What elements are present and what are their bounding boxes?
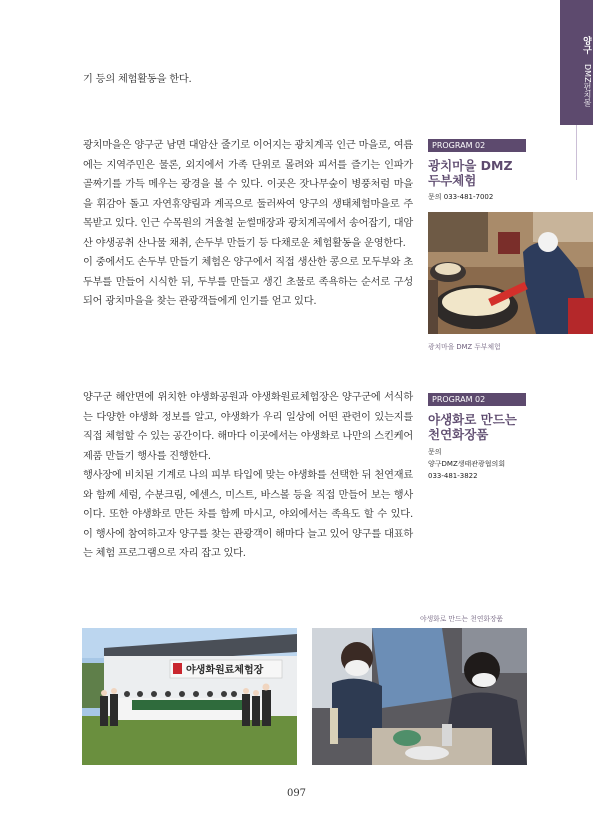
page-number: 097 <box>286 788 307 799</box>
section1-paragraph-2: 이 중에서도 손두부 만들기 체험은 양구에서 직접 생산한 콩으로 모두부와 초두부를 만들어 시식한 뒤, 두부를 만들고 생긴 초물로 족욕하는 순서로 구성되어 광치마을을 찾는 관광객들에게 인기를 얻고 있다. <box>83 257 413 307</box>
section1-photo-caption: 광치마을 DMZ 두부체험 <box>428 343 501 351</box>
section2-contact-phone: 033-481-3822 <box>428 472 478 480</box>
side-tab-region: 양구 <box>581 36 591 54</box>
wildflower-center-group-photo <box>82 628 297 765</box>
section2-contact <box>428 446 538 482</box>
intro-line: 기 등의 체험활동을 한다. <box>83 74 192 85</box>
side-tab <box>560 0 593 125</box>
section1-paragraph-1: 광치마을은 양구군 남면 대암산 줄기로 이어지는 광치계곡 인근 마을로, 여름에는 지역주민은 물론, 외지에서 가족 단위로 몰려와 피서를 즐기는 인파가 골짜기를 가득 메우는 광경을 볼 수 있다. 이곳은 잣나무숲이 병풍처럼 마을을 휘감아 돌고 자연휴양림과 계곡으로 둘러싸여 양구의 생태체험마을로 주목받고 있다. 인근 수목원의 겨울철 눈썰매장과 광치계곡에서 송어잡기, 대암산 야생공취 산나물 채취, 손두부 만들기 등 다채로운 체험활동을 운영한다. <box>83 140 413 249</box>
section2-photo-caption: 야생화로 만드는 천연화장품 <box>420 615 504 623</box>
section1-program-title-line2: 두부체험 <box>428 173 477 188</box>
section1-contact: 문의 033-481-7002 <box>428 193 494 201</box>
section2-paragraph-1: 양구군 해안면에 위치한 야생화공원과 야생화원료체험장은 양구군에 서식하는 다양한 야생화 정보를 알고, 야생화가 우리 일상에 어떤 관련이 있는지를 직접 체험할 수 있는 공간이다. 해마다 이곳에서는 야생화로 나만의 스킨케어 제품 만들기 행사를 진행한다. <box>83 392 413 462</box>
section1-body <box>83 136 413 312</box>
side-divider <box>576 125 577 180</box>
section2-paragraph-2: 행사장에 비치된 기계로 나의 피부 타입에 맞는 야생화를 선택한 뒤 천연재료와 함께 세럼, 수분크림, 에센스, 미스트, 바스볼 등을 직접 만들어 보는 행사이다. 또한 야생화로 만든 차를 함께 마시고, 야외에서는 족욕도 할 수 있다. 이 행사에 참여하고자 양구를 찾는 관광객이 해마다 늘고 있어 양구를 대표하는 체험 프로그램으로 자리 잡고 있다. <box>83 470 413 559</box>
section2-program-title <box>428 412 538 442</box>
section1-program-title-line1: 광치마을 DMZ <box>428 158 513 173</box>
section1-program-title <box>428 158 538 188</box>
side-tab-category: DMZ펀치볼 <box>583 64 592 107</box>
section2-body <box>83 388 413 564</box>
section1-program-label: PROGRAM 02 <box>428 139 526 152</box>
section2-contact-label: 문의 <box>428 448 442 456</box>
building-sign-text: 야생화원료체험장 <box>186 665 264 676</box>
cosmetics-making-photo <box>312 628 527 765</box>
section2-contact-org: 양구DMZ생태관광협의회 <box>428 460 506 468</box>
section2-program-title-line1: 야생화로 만드는 <box>428 412 517 427</box>
intro-text <box>83 70 413 90</box>
section2-program-title-line2: 천연화장품 <box>428 427 489 442</box>
section2-program-label: PROGRAM 02 <box>428 393 526 406</box>
tofu-experience-photo <box>428 212 593 334</box>
